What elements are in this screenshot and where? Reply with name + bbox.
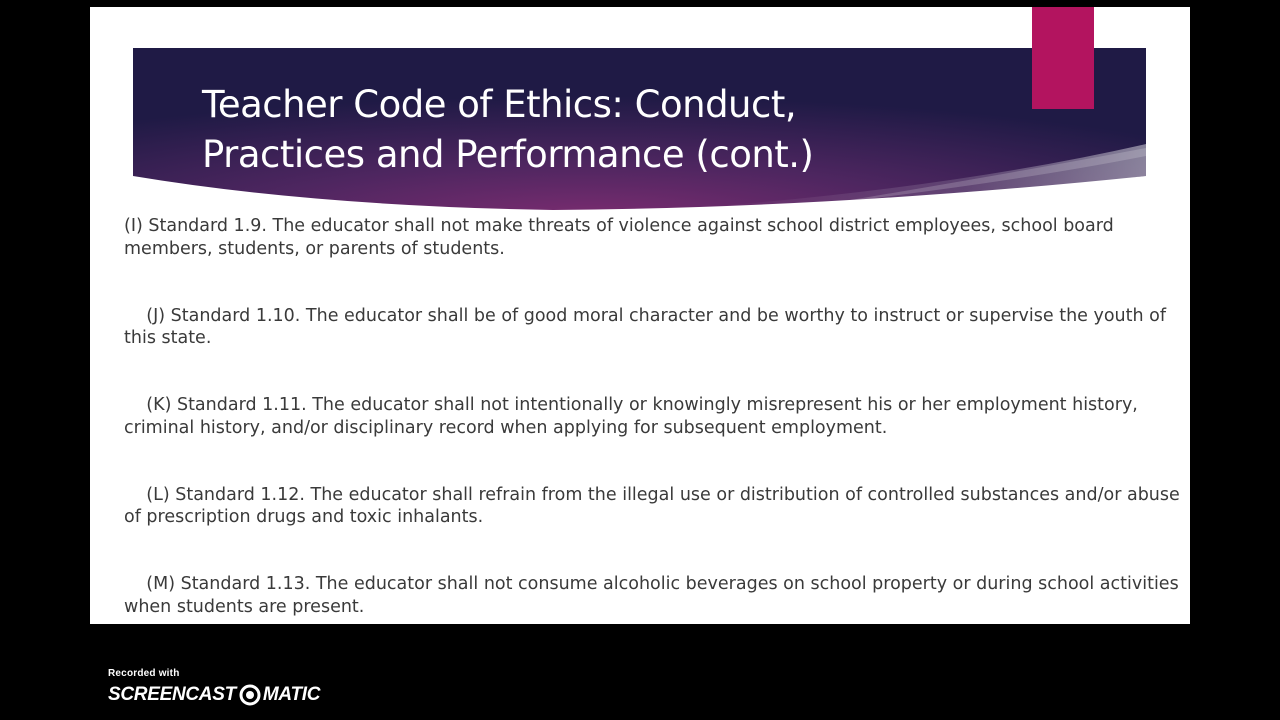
slide-title: [202, 80, 982, 180]
brand-left-text: SCREENCAST: [108, 684, 236, 705]
accent-tab: [1032, 7, 1094, 109]
standard-1-11: (K) Standard 1.11. The educator shall not intentionally or knowingly misrepresent his or her employment history, criminal history, and/or disciplinary record when applying for subsequent employment.: [124, 395, 1144, 438]
record-ring-icon: [239, 684, 261, 706]
standard-1-13: (M) Standard 1.13. The educator shall not consume alcoholic beverages on school property or during school activities when students are present.: [124, 574, 1185, 617]
presentation-slide: [90, 7, 1190, 624]
screencast-watermark: [108, 668, 320, 707]
screencast-logo: [108, 683, 320, 707]
slide-title-line-1: Teacher Code of Ethics: Conduct,: [202, 83, 797, 126]
slide-title-line-2: Practices and Performance (cont.): [202, 133, 814, 176]
standard-1-12: (L) Standard 1.12. The educator shall refrain from the illegal use or distribution of controlled substances and/or abuse of prescription drugs and toxic inhalants.: [124, 484, 1186, 527]
brand-right-text: MATIC: [262, 684, 321, 705]
slide-body: [124, 215, 1184, 624]
recorded-with-label: Recorded with: [108, 668, 180, 679]
standard-1-10: (J) Standard 1.10. The educator shall be of good moral character and be worthy to instruct or supervise the youth of this state.: [124, 305, 1172, 348]
standard-1-9: (I) Standard 1.9. The educator shall not make threats of violence against school district employees, school board members, students, or parents of students.: [124, 216, 1120, 259]
